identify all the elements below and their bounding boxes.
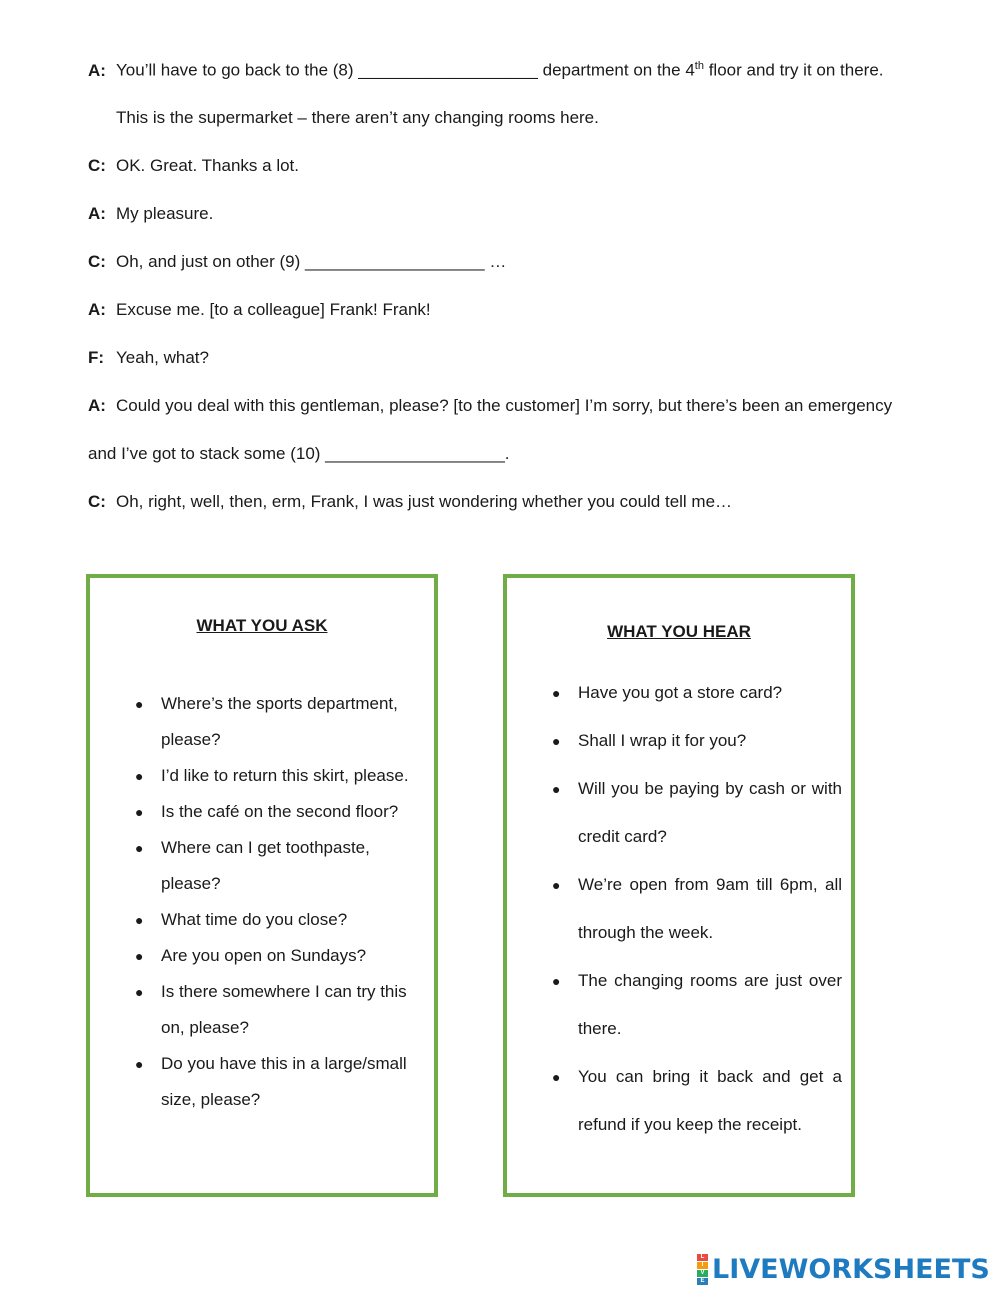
list-item-text: Do you have this in a large/small size, please?	[161, 1054, 407, 1109]
bullet-icon: ●	[135, 1056, 144, 1072]
bullet-icon: ●	[135, 948, 144, 964]
box-title: WHAT YOU ASK	[196, 616, 328, 635]
line-text: This is the supermarket – there aren’t any changing rooms here.	[116, 108, 599, 127]
logo-text: LIVEWORKSHEETS	[712, 1253, 990, 1285]
list-item	[133, 974, 428, 1046]
bullet-icon: ●	[552, 973, 561, 989]
speaker-label: A:	[88, 204, 106, 223]
list-item-text: The changing rooms are just over there.	[578, 971, 842, 1038]
speaker-label: A:	[88, 300, 106, 319]
line-text: and I’ve got to stack some (10) ___________________.	[88, 444, 510, 463]
liveworksheets-logo	[697, 1252, 990, 1286]
logo-mark-letter: V	[697, 1270, 708, 1277]
dialogue-line	[88, 60, 884, 81]
hear-list	[550, 669, 842, 1149]
bullet-icon: ●	[135, 768, 144, 784]
dialogue-line	[88, 396, 892, 416]
dialogue-line	[88, 252, 506, 272]
line-text-after: floor and try it on there.	[703, 60, 884, 80]
logo-mark-icon	[697, 1254, 708, 1285]
line-text: Yeah, what?	[116, 348, 209, 367]
speaker-label: A:	[88, 396, 106, 415]
list-item	[550, 861, 842, 957]
line-text: You’ll have to go back to the (8) ___________________ department on the 4	[116, 60, 695, 80]
speaker-label: A:	[88, 60, 106, 80]
list-item-text: Is the café on the second floor?	[161, 802, 399, 821]
dialogue-line	[88, 204, 213, 224]
line-text: Excuse me. [to a colleague] Frank! Frank!	[116, 300, 431, 319]
dialogue-line	[116, 108, 599, 128]
dialogue-line	[88, 156, 299, 176]
list-item-text: I’d like to return this skirt, please.	[161, 766, 409, 785]
list-item-text: What time do you close?	[161, 910, 348, 929]
what-you-ask-box	[86, 574, 438, 1197]
speaker-label: F:	[88, 348, 105, 367]
list-item	[133, 938, 428, 974]
list-item-text: Are you open on Sundays?	[161, 946, 367, 965]
bullet-icon: ●	[135, 804, 144, 820]
list-item	[133, 794, 428, 830]
bullet-icon: ●	[135, 696, 144, 712]
list-item-text: Will you be paying by cash or with credit card?	[578, 779, 842, 846]
list-item-text: Where can I get toothpaste, please?	[161, 838, 370, 893]
superscript: th	[694, 60, 704, 72]
dialogue-line	[88, 300, 431, 320]
line-text: Oh, and just on other (9) ___________________ …	[116, 252, 507, 271]
dialogue-line	[88, 348, 209, 368]
bullet-icon: ●	[135, 984, 144, 1000]
what-you-hear-box	[503, 574, 855, 1197]
line-text: OK. Great. Thanks a lot.	[116, 156, 299, 175]
list-item	[133, 686, 428, 758]
logo-mark-letter: E	[697, 1278, 708, 1285]
list-item	[133, 1046, 428, 1118]
bullet-icon: ●	[552, 685, 561, 701]
dialogue-line	[88, 444, 510, 464]
logo-mark-letter: I	[697, 1262, 708, 1269]
list-item	[550, 765, 842, 861]
ask-list	[133, 686, 428, 1118]
list-item-text: Is there somewhere I can try this on, please?	[161, 982, 407, 1037]
speaker-label: C:	[88, 252, 106, 271]
list-item	[550, 669, 842, 717]
bullet-icon: ●	[552, 733, 561, 749]
bullet-icon: ●	[552, 1069, 561, 1085]
speaker-label: C:	[88, 492, 106, 511]
bullet-icon: ●	[552, 877, 561, 893]
list-item	[133, 830, 428, 902]
list-item-text: Shall I wrap it for you?	[578, 731, 747, 750]
list-item	[133, 902, 428, 938]
logo-mark-letter: L	[697, 1254, 708, 1261]
list-item-text: Have you got a store card?	[578, 683, 783, 702]
list-item-text: Where’s the sports department, please?	[161, 694, 398, 749]
list-item	[550, 957, 842, 1053]
bullet-icon: ●	[135, 840, 144, 856]
box-title: WHAT YOU HEAR	[607, 622, 751, 641]
line-text: My pleasure.	[116, 204, 214, 223]
list-item	[550, 1053, 842, 1149]
dialogue-line	[88, 492, 732, 512]
list-item	[133, 758, 428, 794]
speaker-label: C:	[88, 156, 106, 175]
line-text: Oh, right, well, then, erm, Frank, I was just wondering whether you could tell me…	[116, 492, 733, 511]
bullet-icon: ●	[135, 912, 144, 928]
line-text: Could you deal with this gentleman, please? [to the customer] I’m sorry, but there’s been an emergency	[116, 396, 893, 415]
list-item-text: We’re open from 9am till 6pm, all through the week.	[578, 875, 842, 942]
bullet-icon: ●	[552, 781, 561, 797]
list-item	[550, 717, 842, 765]
list-item-text: You can bring it back and get a refund if you keep the receipt.	[578, 1067, 842, 1134]
